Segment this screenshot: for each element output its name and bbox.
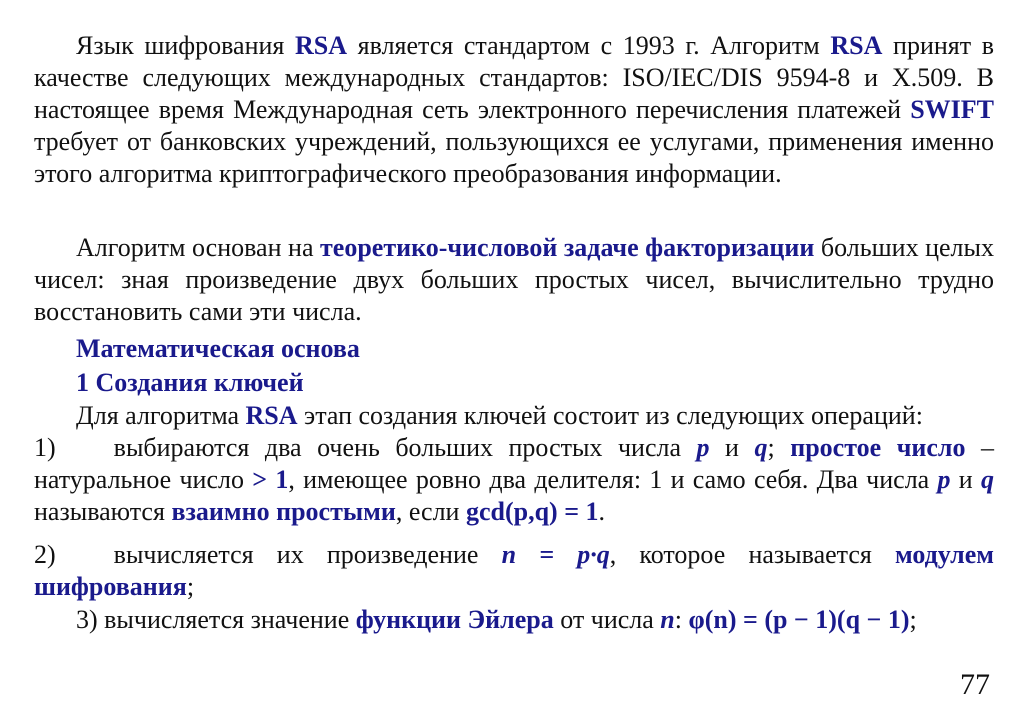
text-span: , имеющее ровно два делителя: 1 и само себя. Два числа bbox=[288, 465, 938, 494]
text-span: от числа bbox=[553, 605, 661, 634]
text-span: этап создания ключей состоит из следующих операций: bbox=[297, 401, 923, 430]
rsa-term: RSA bbox=[830, 31, 883, 60]
text-span: и bbox=[709, 433, 755, 462]
key-generation-intro bbox=[76, 400, 994, 432]
step-3 bbox=[76, 604, 994, 636]
algorithm-paragraph bbox=[34, 232, 994, 328]
step-number: 1) bbox=[34, 433, 56, 462]
section-heading: Математическая основа bbox=[76, 334, 360, 363]
text-span: и bbox=[950, 465, 981, 494]
text-span: 3) вычисляется значение bbox=[76, 605, 356, 634]
intro-paragraph bbox=[34, 30, 994, 190]
text-span: Алгоритм основан на bbox=[76, 233, 321, 262]
step-1 bbox=[34, 432, 994, 528]
euler-function-term: функции Эйлера bbox=[355, 605, 554, 634]
var-q: q bbox=[754, 433, 768, 462]
text-span: является стандартом с 1993 г. Алгоритм bbox=[347, 31, 831, 60]
euler-formula: φ(n) = (p − 1)(q − 1) bbox=[688, 605, 910, 634]
rsa-term: RSA bbox=[295, 31, 348, 60]
text-span: Язык шифрования bbox=[76, 31, 296, 60]
gcd-formula: gcd(p,q) = 1 bbox=[465, 497, 599, 526]
factorization-term: теоретико-числовой задаче факторизации bbox=[320, 233, 815, 262]
text-span: называются bbox=[34, 497, 172, 526]
text-span: , которое называется bbox=[609, 540, 896, 569]
text-span: . bbox=[598, 497, 606, 526]
page-number: 77 bbox=[960, 668, 990, 701]
text-span: ; bbox=[909, 605, 917, 634]
text-span: : bbox=[674, 605, 689, 634]
greater-than-one: > 1 bbox=[252, 465, 289, 494]
step-2 bbox=[34, 539, 994, 603]
text-span: , если bbox=[395, 497, 466, 526]
var-q: q bbox=[980, 465, 994, 494]
coprime-term: взаимно простыми bbox=[171, 497, 396, 526]
text-span: требует от банковских учреждений, пользующихся ее услугами, применения именно этого алгоритма криптографического преобразования информации. bbox=[34, 127, 994, 188]
text-span: – натуральное число bbox=[34, 433, 995, 494]
subsection-heading: 1 Создания ключей bbox=[76, 368, 304, 397]
step-number: 2) bbox=[34, 540, 56, 569]
product-formula: n = p·q bbox=[501, 540, 610, 569]
swift-term: SWIFT bbox=[910, 95, 994, 124]
var-p: p bbox=[937, 465, 951, 494]
rsa-term: RSA bbox=[245, 401, 298, 430]
text-span: вычисляется их произведение bbox=[113, 540, 502, 569]
text-span: ; bbox=[186, 572, 195, 601]
prime-term: простое число bbox=[774, 433, 966, 462]
text-span: больших целых чисел: зная произведение двух больших простых чисел, вычислительно трудно восстановить сами эти числа. bbox=[34, 233, 994, 326]
var-n: n bbox=[660, 605, 675, 634]
text-span: ; bbox=[767, 433, 775, 462]
text-span: принят в качестве следующих международных стандартов: ISO/IEC/DIS 9594-8 и X.509. В настоящее время Международная сеть электронного перечисления платежей bbox=[34, 31, 994, 124]
modulus-term: модулем шифрования bbox=[34, 540, 994, 601]
text-span: выбираются два очень больших простых числа bbox=[113, 433, 697, 462]
var-p: p bbox=[696, 433, 710, 462]
text-span: Для алгоритма bbox=[76, 401, 246, 430]
